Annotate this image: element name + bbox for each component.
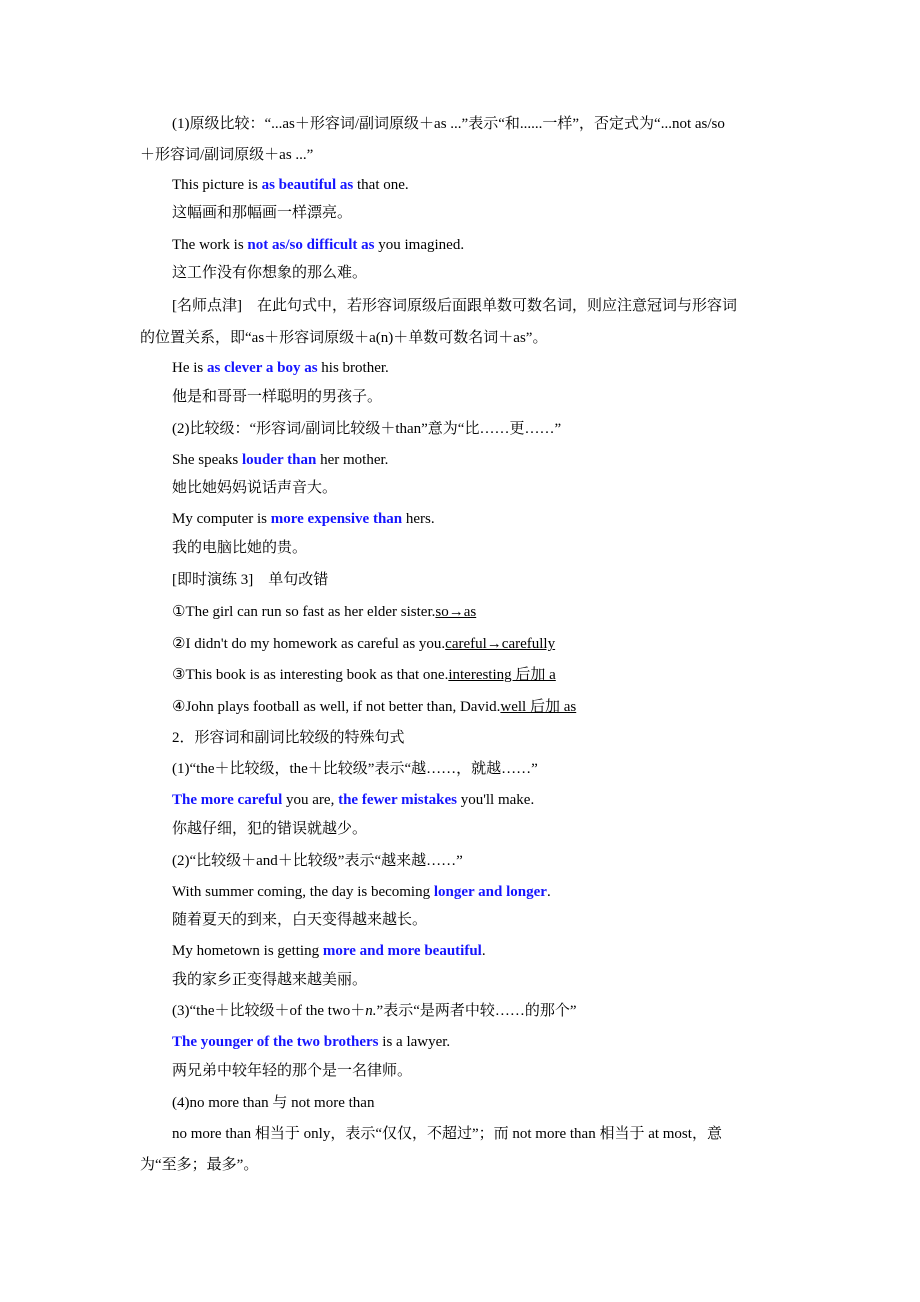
text-line (172, 263, 367, 283)
text-segment: She speaks (172, 452, 242, 468)
text-line (140, 145, 313, 165)
text-line (172, 387, 382, 407)
text-segment: that one. (353, 177, 409, 193)
highlighted-phrase: the fewer mistakes (338, 792, 457, 808)
text-line (172, 602, 476, 622)
text-segment: (2)比较级：“形容词/副词比较级＋than”意为“比……更……” (172, 421, 562, 437)
text-segment: This picture is (172, 177, 262, 193)
text-segment: My hometown is getting (172, 943, 323, 959)
text-segment: He is (172, 360, 207, 376)
text-line (172, 478, 337, 498)
text-segment: ”表示“是两者中较……的那个” (376, 1003, 577, 1019)
answer-text: careful→carefully (445, 636, 556, 652)
text-line (172, 910, 427, 930)
text-line (172, 1093, 374, 1113)
text-line (172, 203, 352, 223)
text-segment: you imagined. (374, 237, 465, 253)
text-segment: (1)原级比较：“...as＋形容词/副词原级＋as ...”表示“和......一样”，否定式为“...not as/so (172, 116, 725, 132)
text-segment: you'll make. (456, 792, 535, 808)
text-line (172, 1001, 577, 1021)
text-line (172, 634, 555, 654)
text-segment: With summer coming, the day is becoming (172, 884, 434, 900)
text-segment: ①The girl can run so fast as her elder sister. (172, 604, 436, 620)
text-line (172, 665, 556, 685)
answer-text: well 后加 as (500, 699, 577, 715)
text-line (172, 851, 463, 871)
text-line (172, 235, 464, 255)
text-segment: you are, (282, 792, 339, 808)
text-segment: 你越仔细，犯的错误就越少。 (172, 821, 368, 837)
text-line (140, 328, 547, 348)
text-line (172, 759, 538, 779)
text-line (172, 538, 307, 558)
text-line (172, 450, 388, 470)
text-segment: My computer is (172, 511, 271, 527)
answer-text: interesting 后加 a (448, 667, 556, 683)
text-segment: 这工作没有你想象的那么难。 (172, 265, 368, 281)
text-segment: [名师点津] 在此句式中，若形容词原级后面跟单数可数名词，则应注意冠词与形容词 (172, 298, 737, 314)
text-line (140, 1155, 258, 1175)
text-segment: 我的家乡正变得越来越美丽。 (172, 972, 368, 988)
highlighted-phrase: louder than (242, 452, 317, 468)
highlighted-phrase: as clever a boy as (207, 360, 318, 376)
text-line (172, 819, 367, 839)
text-line (172, 114, 725, 134)
text-segment: his brother. (317, 360, 389, 376)
text-segment: The work is (172, 237, 248, 253)
text-segment: 的位置关系，即“as＋形容词原级＋a(n)＋单数可数名词＋as”。 (140, 330, 548, 346)
text-segment: hers. (402, 511, 435, 527)
text-segment: n. (365, 1003, 377, 1019)
text-segment: 随着夏天的到来，白天变得越来越长。 (172, 912, 428, 928)
text-segment: 我的电脑比她的贵。 (172, 540, 308, 556)
text-line (172, 697, 576, 717)
text-segment: her mother. (316, 452, 389, 468)
highlighted-phrase: more and more beautiful (322, 943, 482, 959)
text-line (172, 1061, 412, 1081)
text-line (172, 296, 737, 316)
text-segment: 他是和哥哥一样聪明的男孩子。 (172, 389, 383, 405)
text-segment: (4)no more than 与 not more than (172, 1095, 375, 1111)
highlighted-phrase: longer and longer (433, 884, 547, 900)
text-segment: 两兄弟中较年轻的那个是一名律师。 (172, 1063, 413, 1079)
text-segment: ②I didn't do my homework as careful as you. (172, 636, 446, 652)
text-segment: (2)“比较级＋and＋比较级”表示“越来越……” (172, 853, 463, 869)
answer-text: so→as (435, 604, 477, 620)
text-segment: 2．形容词和副词比较级的特殊句式 (172, 730, 405, 746)
highlighted-phrase: as beautiful as (261, 177, 354, 193)
text-line (172, 509, 435, 529)
text-line (172, 358, 389, 378)
highlighted-phrase: more expensive than (270, 511, 403, 527)
text-segment: . (546, 884, 551, 900)
text-segment: ③This book is as interesting book as that one. (172, 667, 449, 683)
text-segment: 这幅画和那幅画一样漂亮。 (172, 205, 353, 221)
text-line (172, 941, 486, 961)
text-line (172, 728, 405, 748)
text-segment: ＋形容词/副词原级＋as ...” (140, 147, 314, 163)
text-line (172, 1124, 722, 1144)
text-segment: 为“至多；最多”。 (140, 1157, 259, 1173)
text-segment: . (481, 943, 486, 959)
text-line (172, 175, 409, 195)
text-line (172, 970, 367, 990)
text-line (172, 1032, 450, 1052)
text-segment: no more than 相当于 only，表示“仅仅，不超过”；而 not more than 相当于 at most，意 (172, 1126, 722, 1142)
highlighted-phrase: The younger of the two brothers (172, 1034, 379, 1050)
text-line (172, 419, 561, 439)
text-line (172, 882, 551, 902)
text-line (172, 570, 328, 590)
highlighted-phrase: The more careful (172, 792, 283, 808)
text-segment: is a lawyer. (378, 1034, 451, 1050)
text-segment: [即时演练 3] 单句改错 (172, 572, 329, 588)
text-segment: ④John plays football as well, if not better than, David. (172, 699, 501, 715)
text-line (172, 790, 534, 810)
highlighted-phrase: not as/so difficult as (247, 237, 375, 253)
text-segment: (3)“the＋比较级＋of the two＋ (172, 1003, 366, 1019)
text-segment: 她比她妈妈说话声音大。 (172, 480, 338, 496)
text-segment: (1)“the＋比较级，the＋比较级”表示“越……，就越……” (172, 761, 538, 777)
